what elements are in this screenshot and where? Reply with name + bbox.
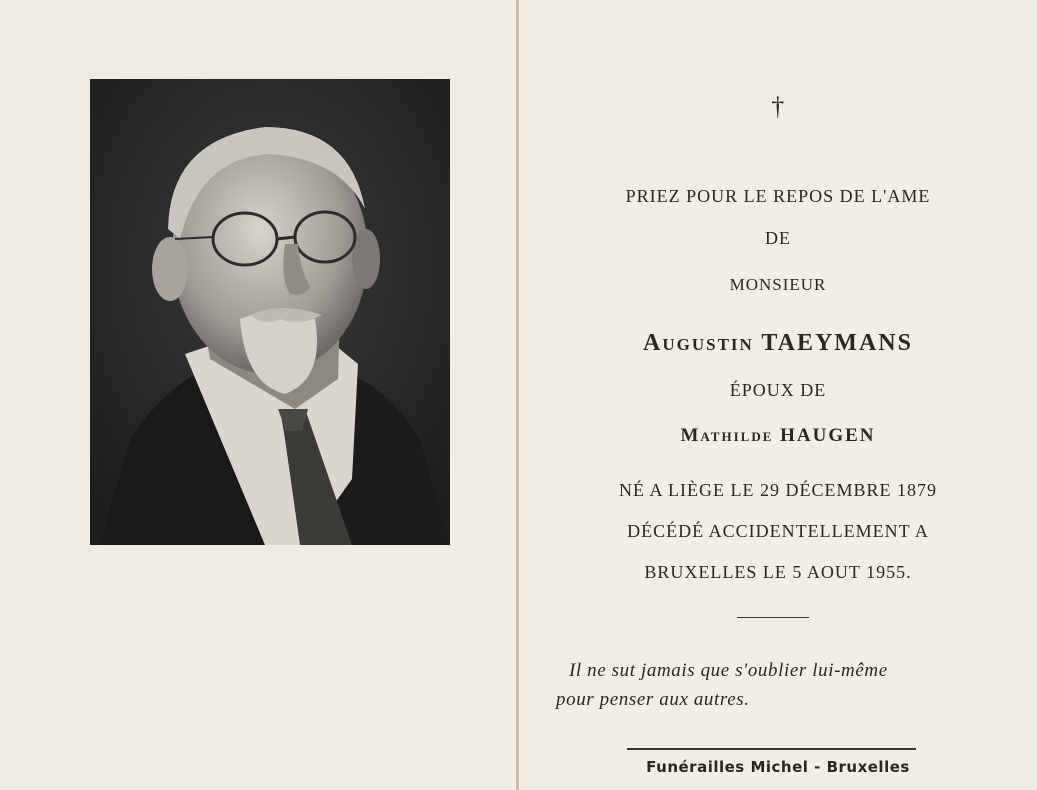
prayer-line: PRIEZ POUR LE REPOS DE L'AME (625, 186, 931, 206)
deceased-name: Augustin TAEYMANS (643, 330, 913, 356)
left-panel (0, 0, 517, 790)
birth-line: NÉ A LIÈGE LE 29 DÉCEMBRE 1879 (619, 480, 937, 500)
epoux-line: ÉPOUX DE (729, 380, 827, 400)
short-divider (737, 617, 809, 618)
de-line: DE (765, 228, 791, 248)
death-place-line: BRUXELLES LE 5 AOUT 1955. (644, 562, 912, 582)
quote-line-1: Il ne sut jamais que s'oublier lui-même (569, 660, 888, 681)
portrait-illustration (90, 79, 450, 545)
quote-line-2: pour penser aux autres. (556, 689, 750, 710)
cross-icon: † (771, 92, 785, 121)
spouse-name: Mathilde HAUGEN (680, 425, 876, 446)
funeral-home-footer: Funérailles Michel - Bruxelles (646, 758, 910, 776)
portrait-photo (90, 79, 450, 545)
right-panel (519, 0, 1037, 790)
monsieur-line: MONSIEUR (729, 275, 827, 294)
death-line: DÉCÉDÉ ACCIDENTELLEMENT A (627, 521, 929, 541)
footer-divider (627, 748, 916, 750)
